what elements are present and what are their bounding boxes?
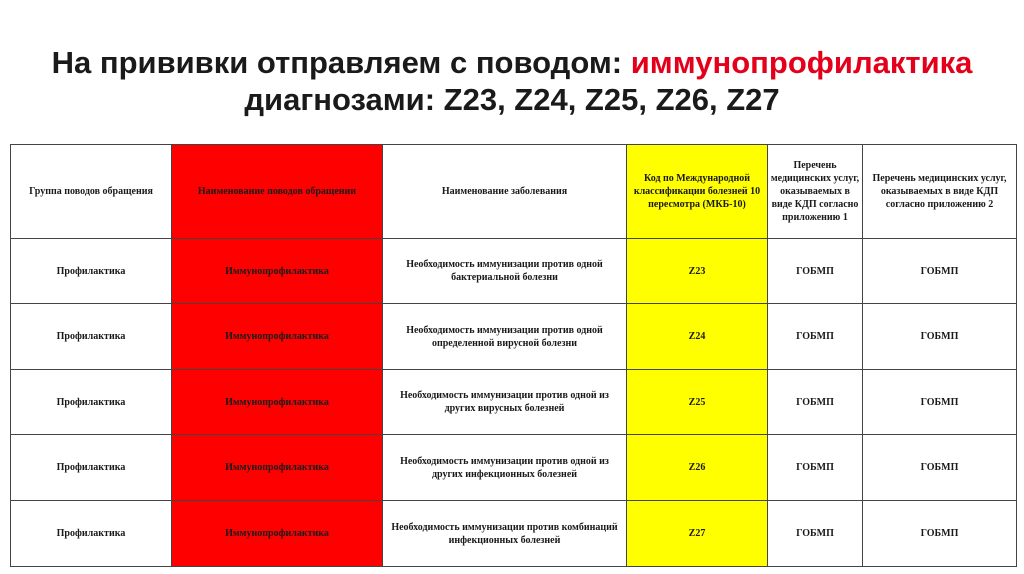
title-accent: иммунопрофилактика [630,45,973,80]
diagnosis-table [10,144,1017,567]
cell-reason: Иммунопрофилактика [172,239,383,304]
cell-services-app2: ГОБМП [863,370,1017,435]
table-row [11,370,1017,435]
table-row [11,239,1017,304]
cell-services-app1: ГОБМП [768,435,863,501]
cell-services-app2: ГОБМП [863,435,1017,501]
cell-group: Профилактика [11,370,172,435]
cell-disease: Необходимость иммунизации против одной бактериальной болезни [383,239,627,304]
table-row [11,435,1017,501]
cell-icd-code: Z25 [627,370,768,435]
cell-services-app1: ГОБМП [768,304,863,370]
cell-disease: Необходимость иммунизации против комбинаций инфекционных болезней [383,501,627,567]
cell-reason: Иммунопрофилактика [172,435,383,501]
cell-reason: Иммунопрофилактика [172,304,383,370]
cell-services-app1: ГОБМП [768,239,863,304]
title-prefix: На прививки отправляем с поводом: [51,45,631,80]
table-row [11,501,1017,567]
cell-group: Профилактика [11,501,172,567]
cell-reason: Иммунопрофилактика [172,370,383,435]
cell-services-app1: ГОБМП [768,501,863,567]
header-disease: Наименование заболевания [383,145,627,239]
cell-icd-code: Z24 [627,304,768,370]
cell-disease: Необходимость иммунизации против одной из других инфекционных болезней [383,435,627,501]
cell-services-app2: ГОБМП [863,304,1017,370]
cell-group: Профилактика [11,239,172,304]
cell-icd-code: Z27 [627,501,768,567]
cell-group: Профилактика [11,435,172,501]
slide-title [0,44,1024,118]
header-row [11,145,1017,239]
cell-services-app2: ГОБМП [863,501,1017,567]
cell-disease: Необходимость иммунизации против одной из других вирусных болезней [383,370,627,435]
title-line2: диагнозами: Z23, Z24, Z25, Z26, Z27 [244,82,780,117]
cell-services-app2: ГОБМП [863,239,1017,304]
cell-disease: Необходимость иммунизации против одной определенной вирусной болезни [383,304,627,370]
header-services-app1: Перечень медицинских услуг, оказываемых в виде КДП согласно приложению 1 [768,145,863,239]
header-icd-code: Код по Международной классификации болезней 10 пересмотра (МКБ-10) [627,145,768,239]
header-services-app2: Перечень медицинских услуг, оказываемых в виде КДП согласно приложению 2 [863,145,1017,239]
header-group: Группа поводов обращения [11,145,172,239]
table-row [11,304,1017,370]
cell-icd-code: Z26 [627,435,768,501]
cell-group: Профилактика [11,304,172,370]
cell-reason: Иммунопрофилактика [172,501,383,567]
header-reason: Наименование поводов обращении [172,145,383,239]
cell-icd-code: Z23 [627,239,768,304]
cell-services-app1: ГОБМП [768,370,863,435]
